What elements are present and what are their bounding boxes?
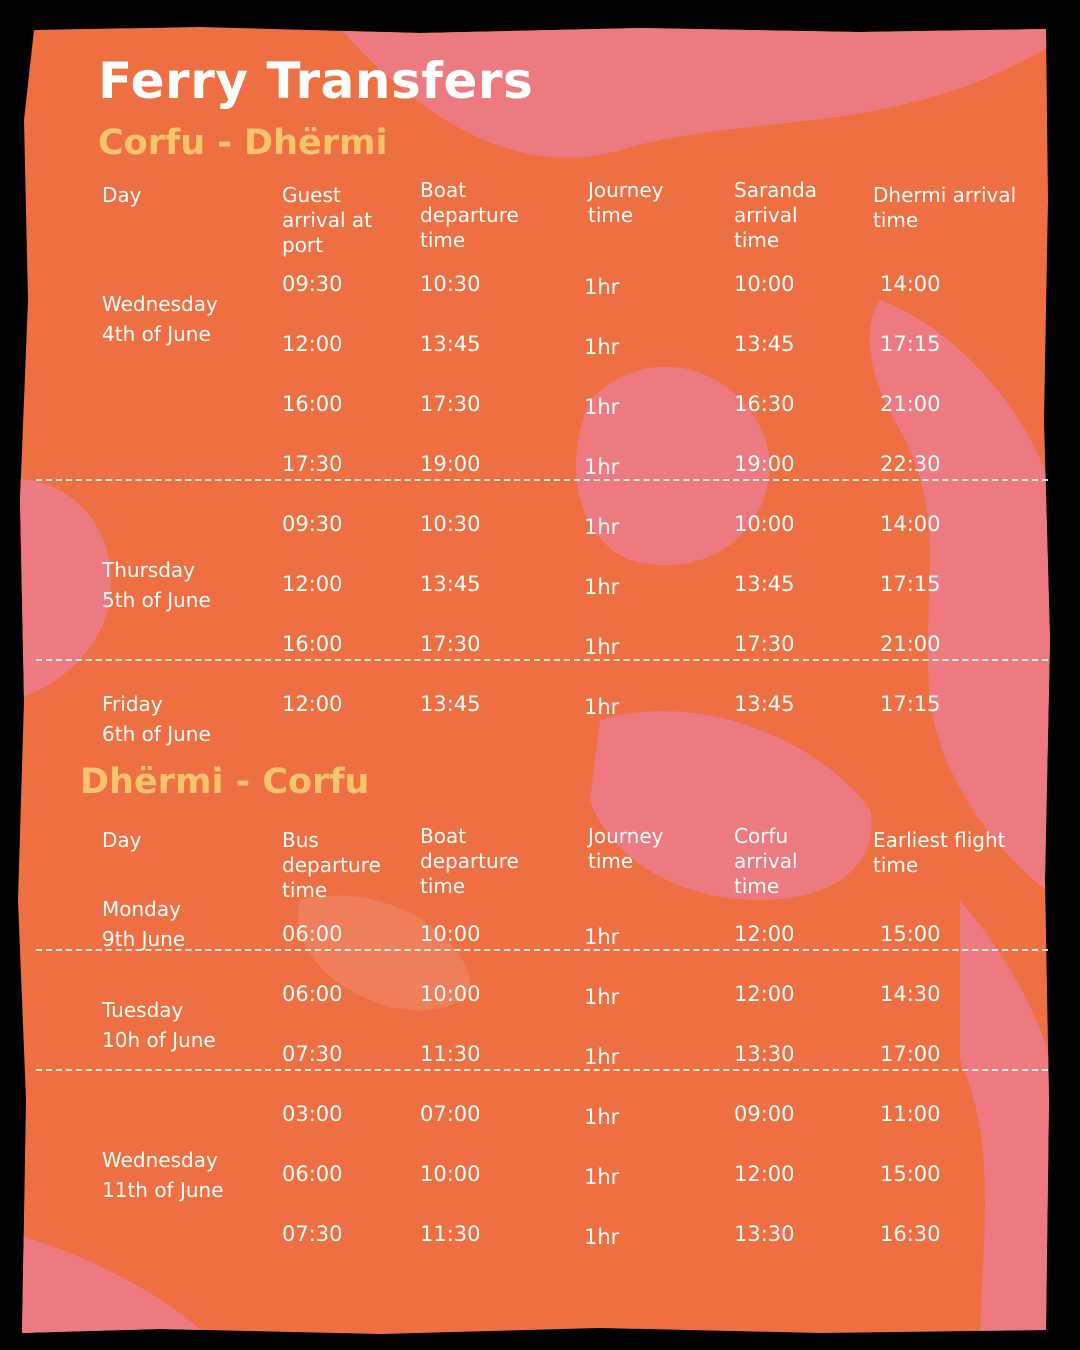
table-cell: 17:00 <box>880 1042 941 1066</box>
table-cell: 13:45 <box>420 692 481 716</box>
day-label: Thursday <box>102 557 195 582</box>
table-cell: 1hr <box>584 985 620 1009</box>
table-cell: 17:30 <box>282 452 343 476</box>
header-c3: Journey time <box>588 178 664 227</box>
table-cell: 19:00 <box>420 452 481 476</box>
table-cell: 10:00 <box>734 272 795 296</box>
table-cell: 14:00 <box>880 512 941 536</box>
header-c1: Guest arrival at port <box>282 183 373 257</box>
table-cell: 16:00 <box>282 392 343 416</box>
header-c1: Bus departure time <box>282 828 381 902</box>
table-cell: 13:45 <box>734 692 795 716</box>
table-cell: 12:00 <box>734 1162 795 1186</box>
table-cell: 1hr <box>584 515 620 539</box>
table-cell: 13:45 <box>420 572 481 596</box>
table-cell: 17:15 <box>880 572 941 596</box>
table-cell: 07:30 <box>282 1042 343 1066</box>
table-cell: 14:30 <box>880 982 941 1006</box>
table-cell: 16:30 <box>734 392 795 416</box>
table-cell: 17:15 <box>880 692 941 716</box>
table-cell: 07:30 <box>282 1222 343 1246</box>
table-cell: 1hr <box>584 335 620 359</box>
header-c3: Journey time <box>588 824 664 873</box>
table-cell: 22:30 <box>880 452 941 476</box>
row-divider <box>36 659 1048 661</box>
table-cell: 06:00 <box>282 922 343 946</box>
table-cell: 16:30 <box>880 1222 941 1246</box>
table-cell: 14:00 <box>880 272 941 296</box>
table-cell: 1hr <box>584 575 620 599</box>
table-cell: 21:00 <box>880 632 941 656</box>
table-cell: 06:00 <box>282 982 343 1006</box>
table-cell: 15:00 <box>880 1162 941 1186</box>
day-label: Friday <box>102 692 163 716</box>
row-divider <box>36 479 1048 481</box>
section-subtitle: Corfu - Dhërmi <box>98 123 388 163</box>
table-cell: 03:00 <box>282 1102 343 1126</box>
day-label: 9th June <box>102 927 186 951</box>
table-cell: 1hr <box>584 275 620 299</box>
table-cell: 12:00 <box>282 572 343 596</box>
table-cell: 17:30 <box>420 632 481 656</box>
table-cell: 10:00 <box>734 512 795 536</box>
table-cell: 12:00 <box>734 922 795 946</box>
table-cell: 13:45 <box>734 572 795 596</box>
table-cell: 17:30 <box>420 392 481 416</box>
day-label: Tuesday <box>102 997 184 1022</box>
table-cell: 16:00 <box>282 632 343 656</box>
table-cell: 19:00 <box>734 452 795 476</box>
header-c2: Boat departure time <box>420 824 519 898</box>
table-cell: 1hr <box>584 695 620 719</box>
table-cell: 07:00 <box>420 1102 481 1126</box>
table-cell: 1hr <box>584 635 620 659</box>
header-day: Day <box>102 828 142 852</box>
row-divider <box>36 1069 1048 1071</box>
table-cell: 10:00 <box>420 1162 481 1186</box>
day-label: 11th of June <box>102 1177 224 1202</box>
day-label: 4th of June <box>102 322 211 346</box>
table-cell: 1hr <box>584 1105 620 1129</box>
table-cell: 21:00 <box>880 392 941 416</box>
table-cell: 10:00 <box>420 982 481 1006</box>
row-divider <box>36 949 1048 951</box>
table-cell: 09:30 <box>282 512 343 536</box>
table-cell: 1hr <box>584 1165 620 1189</box>
table-cell: 06:00 <box>282 1162 343 1186</box>
table-cell: 11:00 <box>880 1102 941 1126</box>
day-label: 5th of June <box>102 587 211 612</box>
table-cell: 1hr <box>584 1045 620 1069</box>
header-day: Day <box>102 183 142 207</box>
table-cell: 11:30 <box>420 1222 481 1246</box>
table-cell: 13:30 <box>734 1042 795 1066</box>
table-cell: 10:30 <box>420 512 481 536</box>
table-cell: 11:30 <box>420 1042 481 1066</box>
day-label: 10h of June <box>102 1027 216 1052</box>
table-cell: 09:30 <box>282 272 343 296</box>
table-cell: 12:00 <box>282 332 343 356</box>
header-c5: Dhermi arrival time <box>873 183 1017 232</box>
day-label: Monday <box>102 897 181 921</box>
table-cell: 13:30 <box>734 1222 795 1246</box>
header-c2: Boat departure time <box>420 178 519 252</box>
page-title: Ferry Transfers <box>98 52 534 110</box>
header-c4: Corfu arrival time <box>734 824 798 898</box>
table-cell: 1hr <box>584 925 620 949</box>
table-cell: 1hr <box>584 455 620 479</box>
day-label: Wednesday <box>102 1147 218 1172</box>
table-cell: 17:15 <box>880 332 941 356</box>
table-cell: 10:30 <box>420 272 481 296</box>
table-cell: 1hr <box>584 395 620 419</box>
header-c4: Saranda arrival time <box>734 178 818 252</box>
table-cell: 15:00 <box>880 922 941 946</box>
table-cell: 12:00 <box>282 692 343 716</box>
table-cell: 13:45 <box>420 332 481 356</box>
table-cell: 12:00 <box>734 982 795 1006</box>
table-cell: 10:00 <box>420 922 481 946</box>
table-cell: 17:30 <box>734 632 795 656</box>
day-label: 6th of June <box>102 722 211 746</box>
table-cell: 1hr <box>584 1225 620 1249</box>
section-subtitle: Dhërmi - Corfu <box>80 762 370 802</box>
table-cell: 13:45 <box>734 332 795 356</box>
header-c5: Earliest flight time <box>873 828 1006 877</box>
table-cell: 09:00 <box>734 1102 795 1126</box>
day-label: Wednesday <box>102 292 218 316</box>
